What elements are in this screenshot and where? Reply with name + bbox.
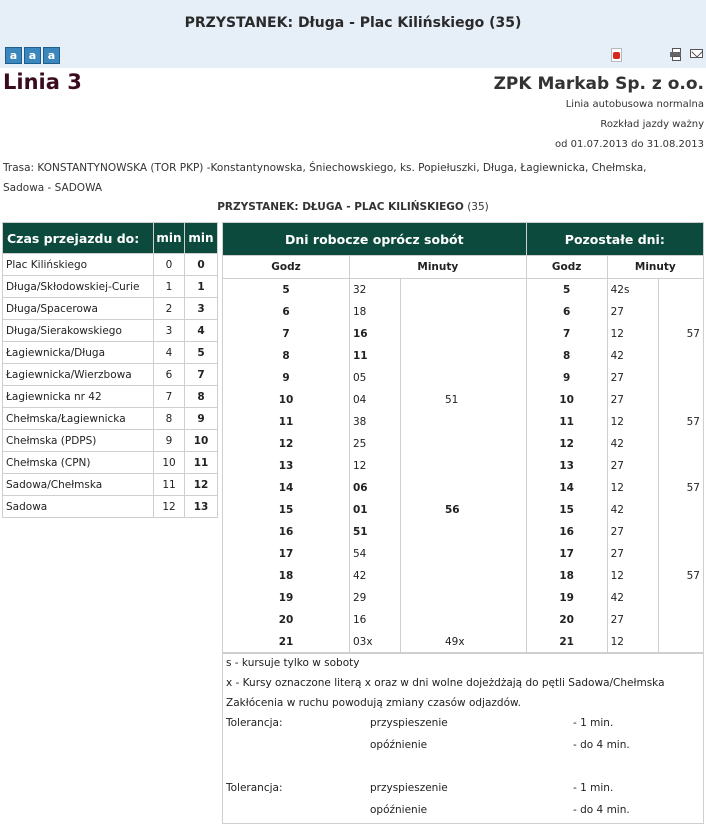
font-size-large-button[interactable]: a	[43, 47, 60, 64]
travel-min-1: 3	[154, 320, 185, 342]
travel-min-1: 6	[154, 364, 185, 386]
travel-min-1: 10	[154, 452, 185, 474]
other-hour: 15	[526, 499, 607, 521]
travel-min-2: 13	[185, 496, 218, 518]
weekday-minute-1: 16	[350, 609, 401, 631]
weekday-hour: 6	[223, 301, 350, 323]
travel-stop-name: Plac Kilińskiego	[3, 254, 154, 276]
other-minute-2	[658, 455, 703, 477]
notes-box	[222, 652, 704, 824]
travel-row	[3, 408, 218, 430]
departure-row	[223, 587, 704, 609]
weekday-minute-1: 03x	[350, 631, 401, 654]
travel-min-1: 12	[154, 496, 185, 518]
other-minute-2	[658, 389, 703, 411]
other-minute-2	[658, 499, 703, 521]
weekday-minute-2	[401, 433, 527, 455]
other-hour: 8	[526, 345, 607, 367]
other-hour: 13	[526, 455, 607, 477]
travel-row	[3, 386, 218, 408]
other-minute-1: 42	[607, 499, 658, 521]
weekday-hour: 12	[223, 433, 350, 455]
other-minute-2	[658, 631, 703, 654]
tolerance-slow-value: - do 4 min.	[573, 739, 630, 751]
weekday-minute-1: 32	[350, 279, 401, 302]
weekday-minute-1: 12	[350, 455, 401, 477]
other-minute-2	[658, 521, 703, 543]
travel-min-2: 0	[185, 254, 218, 276]
weekday-minute-1: 51	[350, 521, 401, 543]
travel-min-1: 9	[154, 430, 185, 452]
travel-row	[3, 496, 218, 518]
travel-stop-name: Długa/Sierakowskiego	[3, 320, 154, 342]
weekday-minute-1: 54	[350, 543, 401, 565]
tolerance-slow-label: opóźnienie	[370, 804, 428, 816]
other-minute-2	[658, 609, 703, 631]
weekday-minute-2	[401, 587, 527, 609]
travel-min-2: 10	[185, 430, 218, 452]
other-minute-2: 57	[658, 565, 703, 587]
mail-icon[interactable]	[690, 49, 703, 58]
weekday-minute-1: 25	[350, 433, 401, 455]
other-hour: 10	[526, 389, 607, 411]
departure-row	[223, 543, 704, 565]
departure-row	[223, 565, 704, 587]
other-hour: 18	[526, 565, 607, 587]
travel-min-1: 11	[154, 474, 185, 496]
other-minute-1: 27	[607, 543, 658, 565]
travel-row	[3, 276, 218, 298]
weekday-minute-2	[401, 411, 527, 433]
departure-row	[223, 631, 704, 654]
departure-row	[223, 301, 704, 323]
weekday-minute-1: 16	[350, 323, 401, 345]
stop-name: PRZYSTANEK: DŁUGA - PLAC KILIŃSKIEGO	[217, 201, 464, 213]
other-minute-2	[658, 433, 703, 455]
travel-row	[3, 342, 218, 364]
other-minute-1: 12	[607, 323, 658, 345]
travel-min-1: 2	[154, 298, 185, 320]
departure-row	[223, 411, 704, 433]
travel-stop-name: Sadowa/Chełmska	[3, 474, 154, 496]
travel-min-2: 4	[185, 320, 218, 342]
weekday-minute-1: 11	[350, 345, 401, 367]
travel-min-2: 9	[185, 408, 218, 430]
weekday-minute-2	[401, 301, 527, 323]
departure-row	[223, 345, 704, 367]
other-minute-1: 27	[607, 367, 658, 389]
other-minute-1: 42s	[607, 279, 658, 302]
valid-range: od 01.07.2013 do 31.08.2013	[555, 139, 704, 150]
other-minute-1: 27	[607, 521, 658, 543]
tolerance-slow-label: opóźnienie	[370, 739, 428, 751]
page-title: PRZYSTANEK: Długa - Plac Kilińskiego (35)	[0, 0, 706, 44]
weekday-hour: 15	[223, 499, 350, 521]
weekday-header: Dni robocze oprócz sobót	[223, 223, 527, 256]
other-hour-header: Godz	[526, 256, 607, 279]
tolerance-fast-value: - 1 min.	[573, 782, 614, 794]
weekday-minute-2	[401, 323, 527, 345]
weekday-minute-1: 05	[350, 367, 401, 389]
other-minutes-header: Minuty	[607, 256, 703, 279]
weekday-minute-2	[401, 521, 527, 543]
travel-row	[3, 452, 218, 474]
travel-col-min-2: min	[185, 223, 218, 254]
departure-row	[223, 609, 704, 631]
other-minute-1: 42	[607, 433, 658, 455]
travel-stop-name: Chełmska (CPN)	[3, 452, 154, 474]
tolerance-slow-value: - do 4 min.	[573, 804, 630, 816]
other-hour: 12	[526, 433, 607, 455]
travel-stop-name: Długa/Spacerowa	[3, 298, 154, 320]
travel-row	[3, 320, 218, 342]
weekday-minute-2	[401, 345, 527, 367]
weekday-minute-2: 56	[401, 499, 527, 521]
other-minute-1: 12	[607, 565, 658, 587]
weekday-hour-header: Godz	[223, 256, 350, 279]
weekday-hour: 20	[223, 609, 350, 631]
weekday-minute-2	[401, 279, 527, 302]
other-minute-1: 12	[607, 477, 658, 499]
other-hour: 7	[526, 323, 607, 345]
travel-stop-name: Łagiewnicka/Wierzbowa	[3, 364, 154, 386]
other-minute-2: 57	[658, 411, 703, 433]
other-hour: 5	[526, 279, 607, 302]
travel-min-2: 11	[185, 452, 218, 474]
departure-row	[223, 433, 704, 455]
company-name: ZPK Markab Sp. z o.o.	[493, 74, 704, 94]
departure-row	[223, 499, 704, 521]
departure-table	[222, 222, 704, 654]
tolerance-fast-value: - 1 min.	[573, 717, 614, 729]
font-size-small-button[interactable]: a	[5, 47, 22, 64]
departure-row	[223, 477, 704, 499]
travel-row	[3, 254, 218, 276]
weekday-hour: 18	[223, 565, 350, 587]
other-hour: 21	[526, 631, 607, 654]
other-hour: 14	[526, 477, 607, 499]
weekday-minute-2	[401, 543, 527, 565]
other-minute-1: 27	[607, 301, 658, 323]
other-minute-2	[658, 367, 703, 389]
weekday-hour: 17	[223, 543, 350, 565]
weekday-minute-2	[401, 455, 527, 477]
note-disruption: Zakłócenia w ruchu powodują zmiany czasów odjazdów.	[226, 697, 521, 709]
weekday-hour: 7	[223, 323, 350, 345]
other-days-header: Pozostałe dni:	[526, 223, 703, 256]
timetable-valid: Rozkład jazdy ważny	[600, 119, 704, 130]
weekday-hour: 11	[223, 411, 350, 433]
tolerance-label: Tolerancja:	[226, 782, 283, 794]
toolbar	[0, 44, 706, 68]
weekday-minute-1: 04	[350, 389, 401, 411]
other-hour: 20	[526, 609, 607, 631]
other-hour: 9	[526, 367, 607, 389]
travel-row	[3, 430, 218, 452]
weekday-hour: 5	[223, 279, 350, 302]
other-minute-2	[658, 587, 703, 609]
departure-row	[223, 455, 704, 477]
travel-stop-name: Chełmska (PDPS)	[3, 430, 154, 452]
travel-min-2: 7	[185, 364, 218, 386]
weekday-hour: 14	[223, 477, 350, 499]
travel-min-2: 12	[185, 474, 218, 496]
note-x: x - Kursy oznaczone literą x oraz w dni wolne dojeżdżają do pętli Sadowa/Chełmska	[226, 677, 665, 689]
pdf-icon[interactable]	[611, 48, 622, 62]
travel-min-1: 1	[154, 276, 185, 298]
departure-row	[223, 367, 704, 389]
travel-stop-name: Długa/Skłodowskiej-Curie	[3, 276, 154, 298]
travel-min-1: 8	[154, 408, 185, 430]
other-minute-1: 27	[607, 609, 658, 631]
other-minute-2: 57	[658, 323, 703, 345]
other-minute-2	[658, 543, 703, 565]
other-minute-2	[658, 279, 703, 302]
travel-row	[3, 298, 218, 320]
weekday-minute-1: 42	[350, 565, 401, 587]
travel-time-table	[2, 222, 218, 518]
weekday-minute-1: 01	[350, 499, 401, 521]
weekday-minute-1: 18	[350, 301, 401, 323]
tolerance-fast-label: przyspieszenie	[370, 782, 448, 794]
weekday-hour: 16	[223, 521, 350, 543]
weekday-hour: 10	[223, 389, 350, 411]
other-hour: 17	[526, 543, 607, 565]
other-minute-1: 27	[607, 455, 658, 477]
other-minute-1: 12	[607, 411, 658, 433]
stop-label	[0, 201, 706, 213]
weekday-minute-2: 49x	[401, 631, 527, 654]
travel-min-1: 7	[154, 386, 185, 408]
departure-row	[223, 521, 704, 543]
travel-stop-name: Sadowa	[3, 496, 154, 518]
travel-stop-name: Łagiewnicka/Długa	[3, 342, 154, 364]
travel-min-2: 1	[185, 276, 218, 298]
travel-stop-name: Chełmska/Łagiewnicka	[3, 408, 154, 430]
travel-row	[3, 474, 218, 496]
travel-row	[3, 364, 218, 386]
other-minute-1: 27	[607, 389, 658, 411]
note-saturday: s - kursuje tylko w soboty	[226, 657, 360, 669]
weekday-minute-2	[401, 609, 527, 631]
other-minute-1: 42	[607, 587, 658, 609]
weekday-minute-2: 51	[401, 389, 527, 411]
departure-row	[223, 279, 704, 302]
travel-min-2: 8	[185, 386, 218, 408]
stop-number: (35)	[467, 201, 489, 213]
weekday-hour: 8	[223, 345, 350, 367]
travel-stop-name: Łagiewnicka nr 42	[3, 386, 154, 408]
weekday-minute-2	[401, 367, 527, 389]
departure-row	[223, 389, 704, 411]
travel-header: Czas przejazdu do:	[3, 223, 154, 254]
tolerance-fast-label: przyspieszenie	[370, 717, 448, 729]
other-minute-2: 57	[658, 477, 703, 499]
weekday-minute-2	[401, 565, 527, 587]
weekday-hour: 19	[223, 587, 350, 609]
travel-col-min-1: min	[154, 223, 185, 254]
other-minute-2	[658, 301, 703, 323]
departure-row	[223, 323, 704, 345]
weekday-minute-1: 38	[350, 411, 401, 433]
weekday-minute-1: 29	[350, 587, 401, 609]
travel-min-2: 5	[185, 342, 218, 364]
weekday-hour: 21	[223, 631, 350, 654]
weekday-hour: 13	[223, 455, 350, 477]
other-minute-1: 12	[607, 631, 658, 654]
font-size-medium-button[interactable]: a	[24, 47, 41, 64]
other-hour: 11	[526, 411, 607, 433]
other-minute-2	[658, 345, 703, 367]
weekday-minutes-header: Minuty	[350, 256, 527, 279]
other-hour: 16	[526, 521, 607, 543]
tolerance-label: Tolerancja:	[226, 717, 283, 729]
route-text: Trasa: KONSTANTYNOWSKA (TOR PKP) -Konstantynowska, Śniechowskiego, ks. Popiełuszki, Długa, Łagiewnicka, Chełmska, Sadowa - SADOWA	[3, 162, 647, 194]
weekday-minute-1: 06	[350, 477, 401, 499]
weekday-hour: 9	[223, 367, 350, 389]
other-hour: 6	[526, 301, 607, 323]
print-icon[interactable]	[670, 48, 682, 60]
travel-min-2: 3	[185, 298, 218, 320]
line-type: Linia autobusowa normalna	[565, 99, 704, 110]
travel-min-1: 4	[154, 342, 185, 364]
other-minute-1: 42	[607, 345, 658, 367]
other-hour: 19	[526, 587, 607, 609]
line-title: Linia 3	[3, 70, 82, 94]
travel-min-1: 0	[154, 254, 185, 276]
weekday-minute-2	[401, 477, 527, 499]
